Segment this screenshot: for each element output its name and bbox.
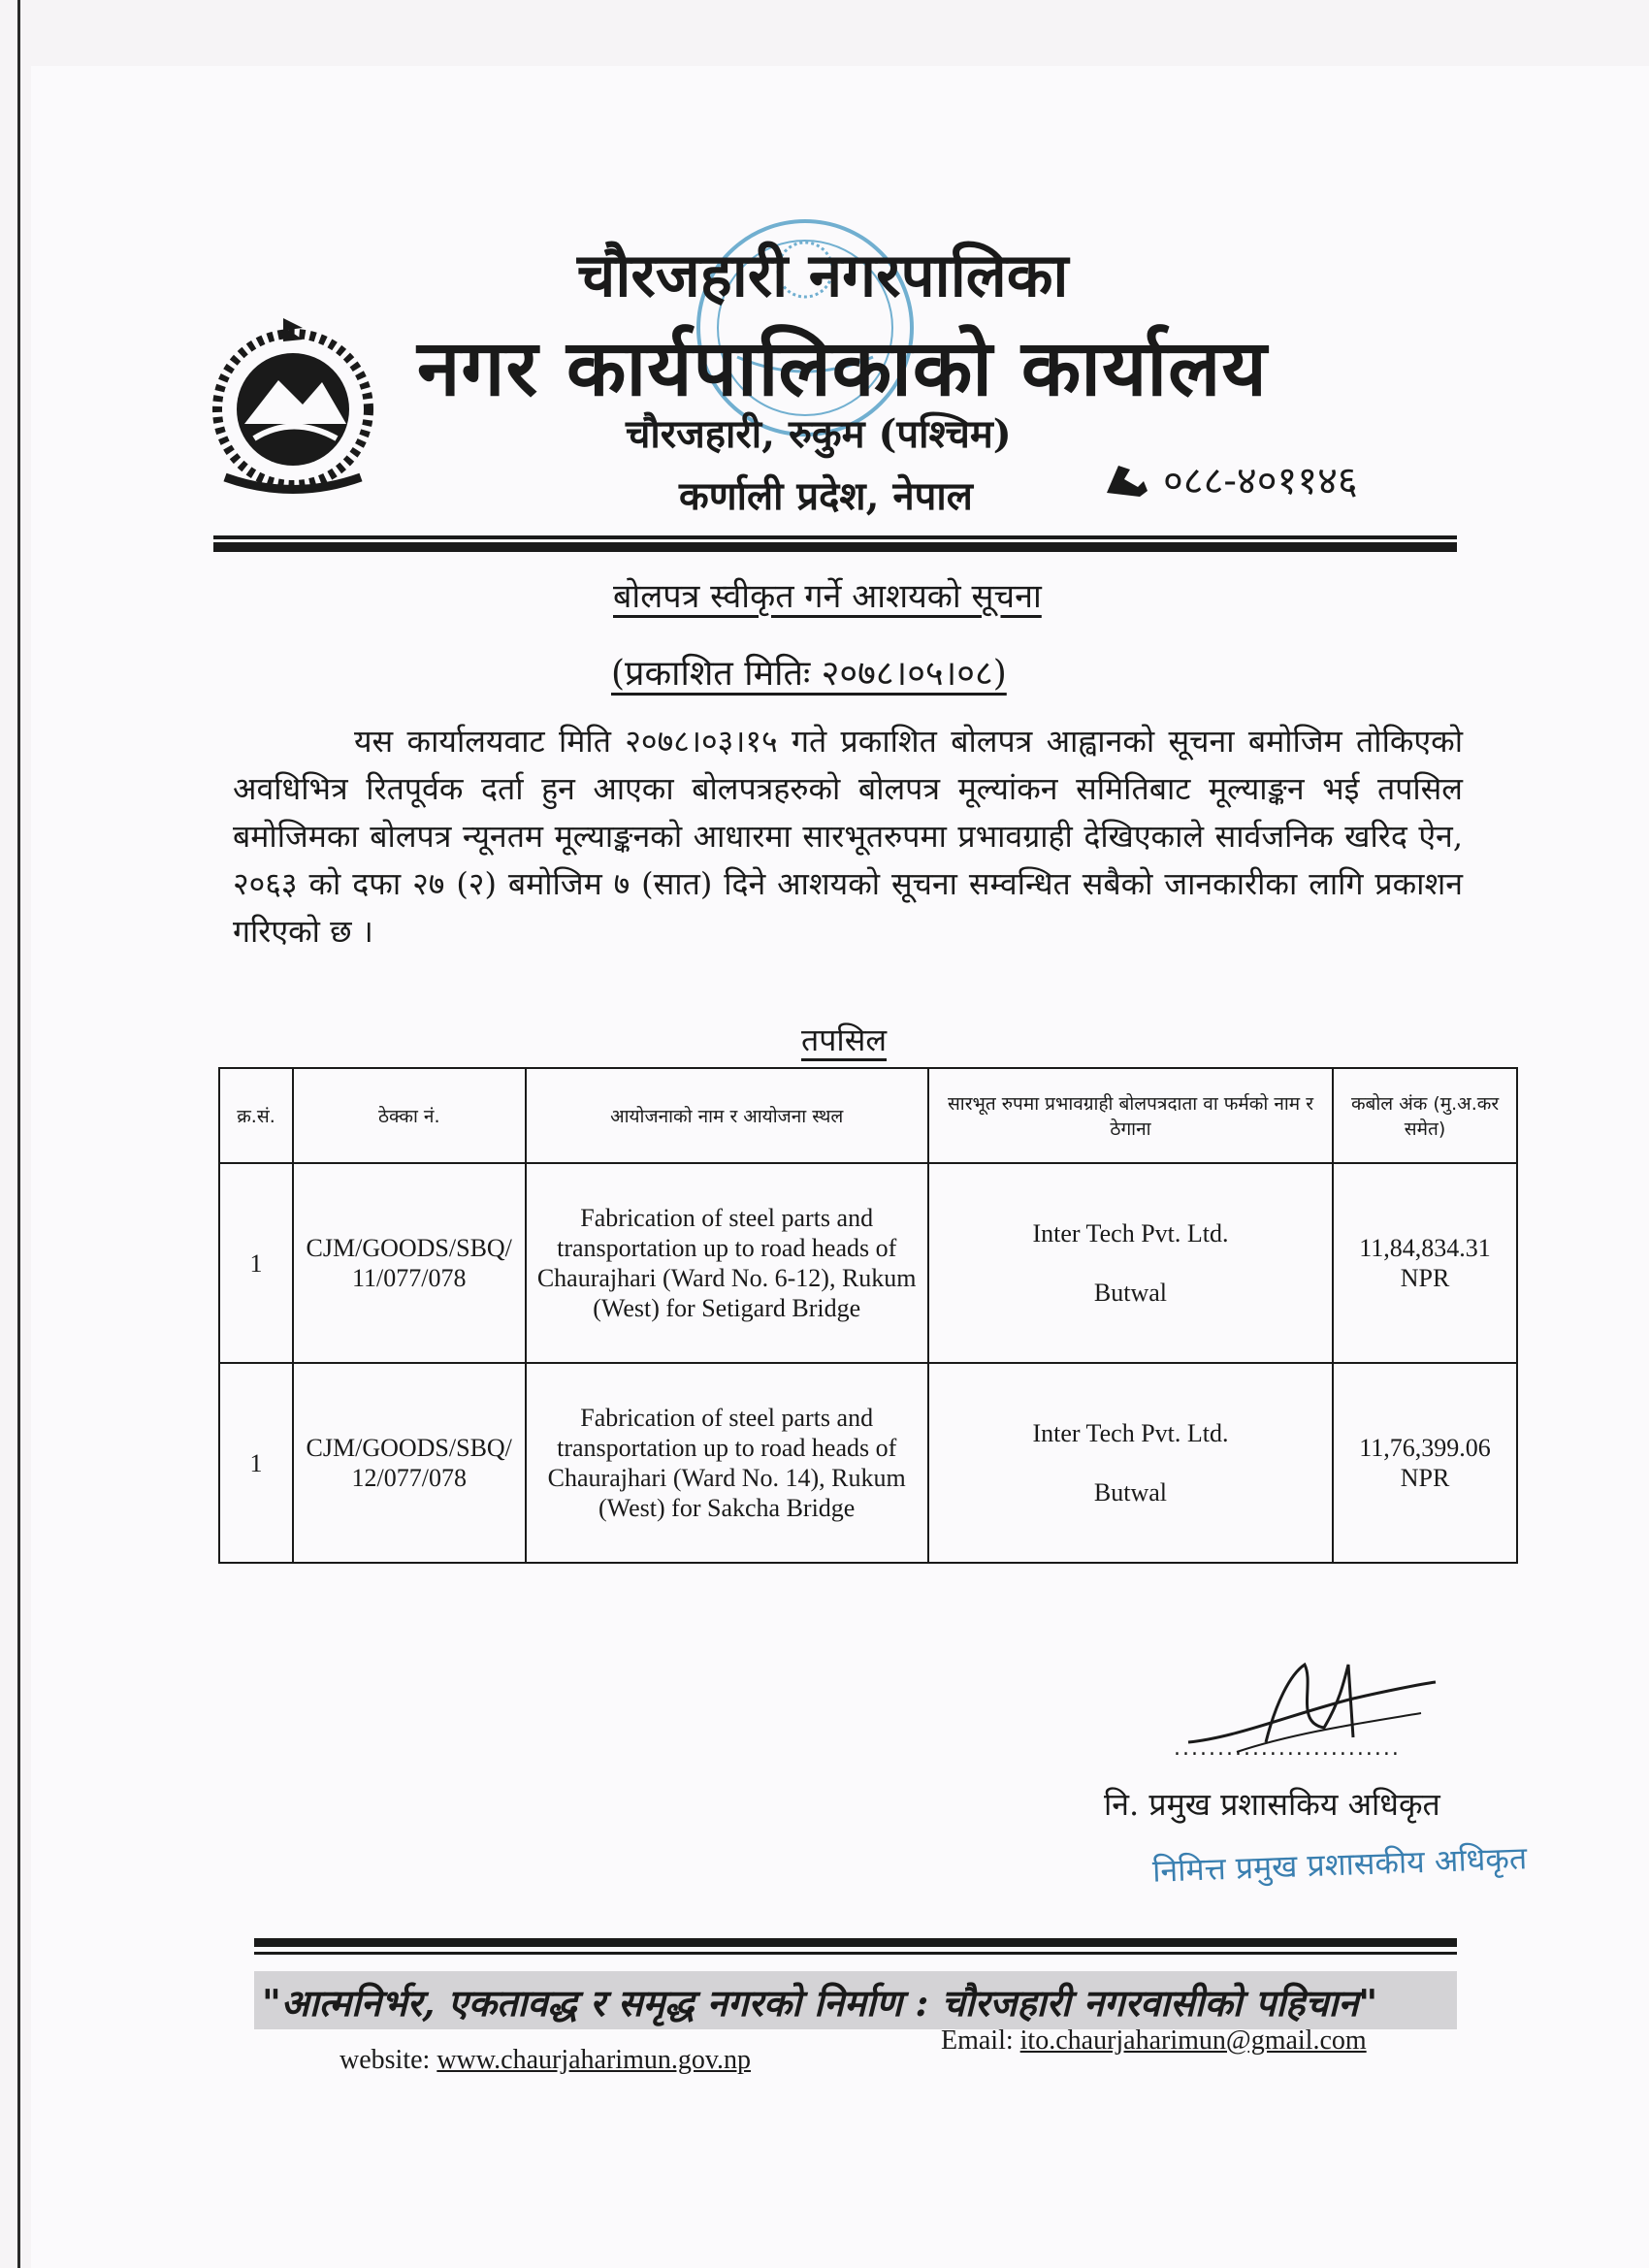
header-divider-thin [213,535,1457,539]
telephone-icon [1101,460,1149,499]
row-currency: NPR [1400,1464,1450,1492]
header-project: आयोजनाको नाम र आयोजना स्थल [526,1068,928,1163]
address-line-2: कर्णाली प्रदेश, नेपाल [679,473,973,519]
website-link[interactable]: www.chaurjaharimun.gov.np [436,2045,752,2075]
signatory-stamp: निमित्त प्रमुख प्रशासकीय अधिकृत [1151,1839,1528,1890]
row-location: Butwal [1093,1478,1168,1507]
header-contract: ठेक्का नं. [293,1068,526,1163]
row-location: Butwal [1093,1279,1168,1307]
row-amount [1333,1163,1517,1363]
website-label: website: [340,2045,431,2075]
email-link[interactable]: ito.chaurjaharimun@gmail.com [1019,2025,1367,2056]
row-project: Fabrication of steel parts and transportation up to road heads of Chaurajhari (Ward No. 6-12), Rukum (West) for Setigard Bridge [526,1163,928,1363]
header-bidder: सारभूत रुपमा प्रभावग्राही बोलपत्रदाता वा फर्मको नाम र ठेगाना [928,1068,1333,1163]
row-currency: NPR [1400,1264,1450,1292]
published-date: (प्रकाशित मितिः २०७८।०५।०८) [611,654,1007,694]
row-firm: Inter Tech Pvt. Ltd. [1032,1419,1229,1447]
row-bidder [928,1363,1333,1563]
row-sn: 1 [219,1363,293,1563]
scan-edge [17,0,20,2268]
table-header-row [219,1068,1517,1163]
address-line-1: चौरजहारी, रुकुम (पश्चिम) [626,411,1012,457]
row-contract: CJM/GOODS/SBQ/11/077/078 [293,1163,526,1363]
municipality-name: चौरजहारी नगरपालिका [577,240,1069,310]
footer-divider-thin [254,1952,1457,1955]
table-row [219,1163,1517,1363]
header-sn: क्र.सं. [219,1068,293,1163]
phone-number [1101,452,1358,505]
motto-text: "आत्मनिर्भर, एकतावद्ध र समृद्ध नगरको निर्माण : चौरजहारी नगरवासीको पहिचान" [262,1981,1378,2025]
bid-table [218,1067,1518,1564]
row-amount [1333,1363,1517,1563]
signatory-title: नि. प्रमुख प्रशासकिय अधिकृत [1104,1786,1440,1823]
table-row [219,1363,1517,1563]
schedule-label: तपसिल [801,1021,888,1058]
row-amount-value: 11,84,834.31 [1359,1234,1491,1262]
footer-divider-thick [254,1938,1457,1947]
phone-text: ०८८-४०११४६ [1163,459,1358,503]
signature-line: .......................... [1174,1736,1401,1761]
header-amount: कबोल अंक (मु.अ.कर समेत) [1333,1068,1517,1163]
email-label: Email: [941,2025,1014,2056]
row-amount-value: 11,76,399.06 [1359,1434,1491,1462]
row-contract: CJM/GOODS/SBQ/12/077/078 [293,1363,526,1563]
row-sn: 1 [219,1163,293,1363]
row-project: Fabrication of steel parts and transportation up to road heads of Chaurajhari (Ward No. 14), Rukum (West) for Sakcha Bridge [526,1363,928,1563]
motto-band [254,1971,1457,2029]
office-name: नगर कार्यपालिकाको कार्यालय [417,322,1268,413]
row-firm: Inter Tech Pvt. Ltd. [1032,1219,1229,1247]
notice-body: यस कार्यालयवाट मिति २०७८।०३।१५ गते प्रकाशित बोलपत्र आह्वानको सूचना बमोजिम तोकिएको अवधिभित्र रितपूर्वक दर्ता हुन आएका बोलपत्रहरुको बोलपत्र मूल्यांकन समितिबाट मूल्याङ्कन भई तपसिल बमोजिमका बोलपत्र न्यूनतम मूल्याङ्कनको आधारमा सारभूतरुपमा प्रभावग्राही देखिएकाले सार्वजनिक खरिद ऐन, २०६३ को दफा २७ (२) बमोजिम ७ (सात) दिने आशयको सूचना सम्वन्धित सबैको जानकारीका लागि प्रकाशन गरिएको छ । [233,723,1463,950]
nepal-emblem-icon [186,312,400,497]
website [340,2045,751,2076]
email [941,2025,1367,2057]
notice-title: बोलपत्र स्वीकृत गर्ने आशयको सूचना [613,577,1042,616]
header-divider-thick [213,542,1457,552]
row-bidder [928,1163,1333,1363]
